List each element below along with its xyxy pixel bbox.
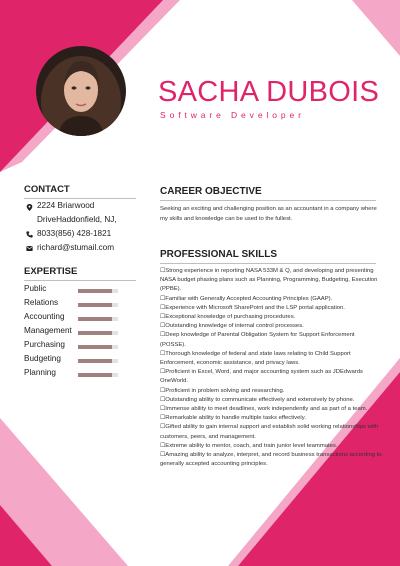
professional-skills-heading: PROFESSIONAL SKILLS <box>160 249 278 260</box>
expertise-level-fill <box>78 317 112 321</box>
expertise-level-fill <box>78 373 112 377</box>
expertise-item <box>24 284 124 298</box>
expertise-item <box>24 326 124 340</box>
professional-skills-list <box>160 267 382 469</box>
expertise-label: Budgeting <box>24 354 61 363</box>
top-right-light-triangle <box>352 0 400 56</box>
skill-item: ☐Proficient in Excel, Word, and major accounting system such as JDEdwards OneWorld. <box>160 369 363 385</box>
job-title: Software Developer <box>160 110 305 120</box>
expertise-item <box>24 368 124 382</box>
skill-item: ☐Experience with Microsoft SharePoint and the LSP portal application. <box>160 304 345 311</box>
expertise-label: Purchasing <box>24 340 65 349</box>
email-icon <box>26 245 33 252</box>
skill-item: ☐Immense ability to meet deadlines, work independently and as part of a team. <box>160 406 368 413</box>
expertise-level-bar <box>78 289 118 293</box>
career-objective-heading: CAREER OBJECTIVE <box>160 186 262 197</box>
phone-number: 8033(856) 428-1821 <box>37 229 112 238</box>
expertise-level-bar <box>78 373 118 377</box>
expertise-level-bar <box>78 317 118 321</box>
skill-item: ☐Amazing ability to analyze, interpret, and record business transactions according to generally accepted accounting principles. <box>160 452 382 468</box>
skill-item: ☐Outstanding knowledge of internal control processes. <box>160 323 304 330</box>
expertise-label: Public <box>24 284 47 293</box>
skill-item: ☐Proficient in problem solving and researching. <box>160 387 285 394</box>
expertise-item <box>24 340 124 354</box>
contact-heading: CONTACT <box>24 184 70 195</box>
skill-item: ☐Deep knowledge of Parental Obligation System for Support Enforcement (POSSE). <box>160 332 355 348</box>
expertise-label: Accounting <box>24 312 65 321</box>
expertise-heading: EXPERTISE <box>24 266 78 277</box>
phone-icon <box>26 231 33 238</box>
expertise-level-fill <box>78 303 112 307</box>
expertise-label: Management <box>24 326 72 335</box>
skill-item: ☐Outstanding ability to communicate effectively and extensively by phone. <box>160 396 355 403</box>
expertise-level-fill <box>78 289 112 293</box>
expertise-divider <box>24 280 136 281</box>
location-pin-icon <box>26 204 33 211</box>
expertise-level-bar <box>78 331 118 335</box>
skill-item: ☐Familiar with Generally Accepted Accounting Principles (GAAP). <box>160 295 333 302</box>
skill-item: ☐Thorough knowledge of federal and state laws relating to Child Support Enforcement, economic assistance, and privacy laws. <box>160 350 351 367</box>
email-address: richard@stumail.com <box>37 243 115 252</box>
career-objective-divider <box>160 200 376 201</box>
career-objective-text: Seeking an exciting and challenging position as an accountant in a company where my skills and knowledge can be used to the fullest. <box>160 206 377 222</box>
expertise-item <box>24 312 124 326</box>
skill-item: ☐Remarkable ability to handle multiple tasks effectively. <box>160 415 306 422</box>
address-line-2: DriveHaddonfield, NJ, <box>37 215 117 224</box>
professional-skills-divider <box>160 263 376 264</box>
candidate-name: SACHA DUBOIS <box>158 76 380 108</box>
expertise-item <box>24 354 124 368</box>
expertise-level-fill <box>78 345 112 349</box>
expertise-item <box>24 298 124 312</box>
contact-divider <box>24 198 136 199</box>
skill-item: ☐Strong experience in reporting NASA 533M & Q, and developing and presenting NASA budget phasing plans such as Planning, Programming, Budgeting, Execution (PPBE). <box>160 268 378 293</box>
skill-item: ☐Gifted ability to gain internal support and establish solid working relationships with customers, peers, and management. <box>160 424 379 440</box>
expertise-label: Relations <box>24 298 59 307</box>
expertise-level-bar <box>78 303 118 307</box>
expertise-level-bar <box>78 359 118 363</box>
expertise-level-fill <box>78 331 112 335</box>
expertise-level-bar <box>78 345 118 349</box>
skill-item: ☐Exceptional knowledge of purchasing procedures. <box>160 314 296 321</box>
skill-item: ☐Extreme ability to mentor, coach, and train junior level teammates. <box>160 442 338 449</box>
profile-photo <box>36 46 126 136</box>
expertise-label: Planning <box>24 368 56 377</box>
address-line-1: 2224 Briarwood <box>37 201 95 210</box>
expertise-level-fill <box>78 359 112 363</box>
